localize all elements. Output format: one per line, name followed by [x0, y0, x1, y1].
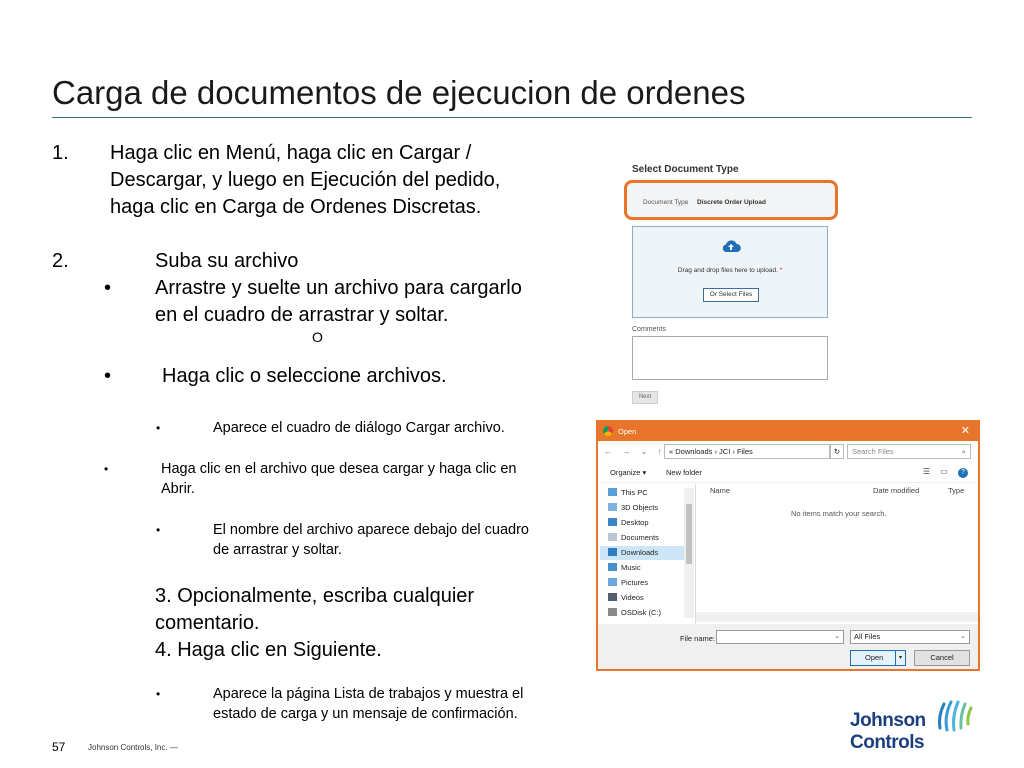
- sub-bullet-3-text: [213, 520, 529, 560]
- sub-bullet-marker: •: [104, 462, 109, 476]
- step1-number: 1.: [52, 142, 69, 164]
- sub-bullet-3-line: El nombre del archivo aparece debajo del cuadro: [213, 522, 529, 538]
- drag-drop-zone[interactable]: [632, 226, 828, 318]
- column-name[interactable]: Name: [710, 486, 731, 495]
- bullet-click-text: Haga clic o seleccione archivos.: [162, 365, 447, 387]
- sub-bullet-1-text: Aparece el cuadro de diálogo Cargar archivo.: [213, 420, 505, 436]
- sub-bullet-marker: •: [156, 421, 161, 435]
- column-type[interactable]: Type: [948, 486, 965, 495]
- music-icon: [608, 563, 617, 571]
- step2-heading: Suba su archivo: [155, 250, 299, 272]
- close-icon[interactable]: ✕: [960, 425, 970, 437]
- organize-menu[interactable]: Organize ▾: [610, 468, 647, 477]
- step3-line: 3. Opcionalmente, escriba cualquier: [155, 585, 475, 607]
- column-date-modified[interactable]: Date modified: [873, 486, 920, 495]
- nav-item-pictures[interactable]: Pictures: [608, 576, 648, 590]
- document-type-value[interactable]: Discrete Order Upload: [697, 199, 766, 206]
- nav-item-videos[interactable]: Videos: [608, 591, 644, 605]
- refresh-icon[interactable]: ↻: [830, 444, 844, 459]
- step1-line: Haga clic en Menú, haga clic en Cargar /: [110, 142, 472, 164]
- pictures-icon: [608, 578, 617, 586]
- drop-instruction: [633, 267, 827, 274]
- nav-item-desktop[interactable]: Desktop: [608, 516, 649, 530]
- desktop-icon: [608, 518, 617, 526]
- drive-icon: [608, 608, 617, 616]
- comments-textarea[interactable]: [632, 336, 828, 380]
- search-placeholder: Search Files: [852, 447, 894, 456]
- step4-text: 4. Haga clic en Siguiente.: [155, 639, 382, 661]
- sub-bullet-4-line: estado de carga y un mensaje de confirmación.: [213, 706, 518, 722]
- computer-icon: [608, 488, 617, 496]
- nav-item-documents[interactable]: Documents: [608, 531, 659, 545]
- sub-bullet-3-line: de arrastrar y soltar.: [213, 542, 342, 558]
- open-split-arrow-icon[interactable]: ▾: [895, 651, 905, 665]
- select-files-button[interactable]: Or Select Files: [703, 288, 759, 302]
- address-path[interactable]: « Downloads › JCI › Files: [664, 444, 830, 459]
- select-document-type-title: Select Document Type: [632, 164, 739, 175]
- cancel-button[interactable]: Cancel: [914, 650, 970, 666]
- chevron-down-icon[interactable]: ⌄: [834, 633, 840, 640]
- open-button-label: Open: [865, 653, 884, 662]
- downloads-icon: [608, 548, 617, 556]
- chrome-app-icon: [603, 426, 613, 436]
- step1-line: haga clic en Carga de Ordenes Discretas.: [110, 196, 482, 218]
- documents-icon: [608, 533, 617, 541]
- address-bar-row: [598, 441, 978, 463]
- sub-bullet-2-line: Haga clic en el archivo que desea cargar y haga clic en: [161, 461, 517, 477]
- videos-icon: [608, 593, 617, 601]
- nav-item-music[interactable]: Music: [608, 561, 641, 575]
- nav-item-3d-objects[interactable]: 3D Objects: [608, 501, 658, 515]
- file-name-label: File name:: [680, 634, 716, 643]
- sub-bullet-4-line: Aparece la página Lista de trabajos y muestra el: [213, 686, 524, 702]
- help-icon[interactable]: ?: [958, 468, 968, 478]
- step1-line: Descargar, y luego en Ejecución del pedido,: [110, 169, 501, 191]
- sub-bullet-marker: •: [156, 523, 161, 537]
- horizontal-scrollbar[interactable]: [696, 612, 980, 622]
- logo-mark-icon: [934, 698, 976, 734]
- nav-item-downloads[interactable]: Downloads: [600, 546, 684, 560]
- file-name-input[interactable]: [716, 630, 844, 644]
- slide-title: Carga de documentos de ejecucion de ordenes: [52, 74, 746, 111]
- empty-results-message: No items match your search.: [791, 509, 887, 518]
- drop-instruction-text: Drag and drop files here to upload.: [677, 267, 778, 274]
- file-type-value: All Files: [854, 632, 881, 641]
- footer-company: Johnson Controls, Inc. —: [88, 743, 178, 752]
- bullet-drag-line: en el cuadro de arrastrar y soltar.: [155, 304, 449, 326]
- page-number: 57: [52, 740, 66, 754]
- logo-line-1: Johnson: [850, 710, 926, 731]
- sub-bullet-4-text: [213, 684, 523, 724]
- cloud-upload-icon: [721, 239, 741, 253]
- dialog-bottom-area: [598, 624, 978, 671]
- bullet-drag-text: [155, 275, 522, 329]
- new-folder-button[interactable]: New folder: [666, 468, 702, 477]
- navigation-pane: [598, 484, 696, 624]
- document-type-label: Document Type: [643, 199, 689, 206]
- nav-item-osdisk[interactable]: OSDisk (C:): [608, 606, 661, 620]
- nav-scroll-thumb[interactable]: [686, 504, 692, 564]
- view-mode-icons[interactable]: ☰ ▭: [922, 467, 952, 476]
- document-type-highlight[interactable]: [624, 180, 838, 220]
- step2-number: 2.: [52, 250, 69, 272]
- open-file-dialog: [596, 420, 980, 671]
- file-type-select[interactable]: [850, 630, 970, 644]
- next-button[interactable]: Next: [632, 391, 658, 404]
- bullet-marker: •: [104, 277, 112, 299]
- search-input[interactable]: [847, 444, 971, 459]
- required-marker: *: [779, 267, 783, 274]
- upload-panel-screenshot: [624, 158, 840, 408]
- search-icon: ⌕: [961, 447, 966, 456]
- comments-label: Comments: [632, 326, 666, 333]
- logo-line-2: Controls: [850, 732, 925, 753]
- sub-bullet-marker: •: [156, 687, 161, 701]
- sub-bullet-2-text: [161, 459, 516, 499]
- dialog-title: Open: [618, 427, 637, 436]
- step1-text: [110, 140, 500, 221]
- title-divider: [52, 117, 972, 118]
- step3-line: comentario.: [155, 612, 260, 634]
- nav-item-this-pc[interactable]: This PC: [608, 486, 648, 500]
- chevron-down-icon[interactable]: ⌄: [960, 633, 966, 640]
- bullet-drag-line: Arrastre y suelte un archivo para cargarlo: [155, 277, 522, 299]
- johnson-controls-logo: [848, 698, 980, 754]
- step3-text: [155, 583, 474, 664]
- view-options-icon[interactable]: [923, 467, 968, 478]
- open-button[interactable]: [850, 650, 906, 666]
- navigation-arrows-icon[interactable]: ← → ⌄ ↑: [604, 447, 666, 456]
- dialog-toolbar: [598, 463, 978, 483]
- or-separator: O: [312, 329, 323, 345]
- 3d-objects-icon: [608, 503, 617, 511]
- dialog-titlebar: [598, 422, 978, 441]
- sub-bullet-2-line: Abrir.: [161, 481, 195, 497]
- bullet-marker: •: [104, 365, 112, 387]
- nav-scrollbar[interactable]: [684, 488, 694, 618]
